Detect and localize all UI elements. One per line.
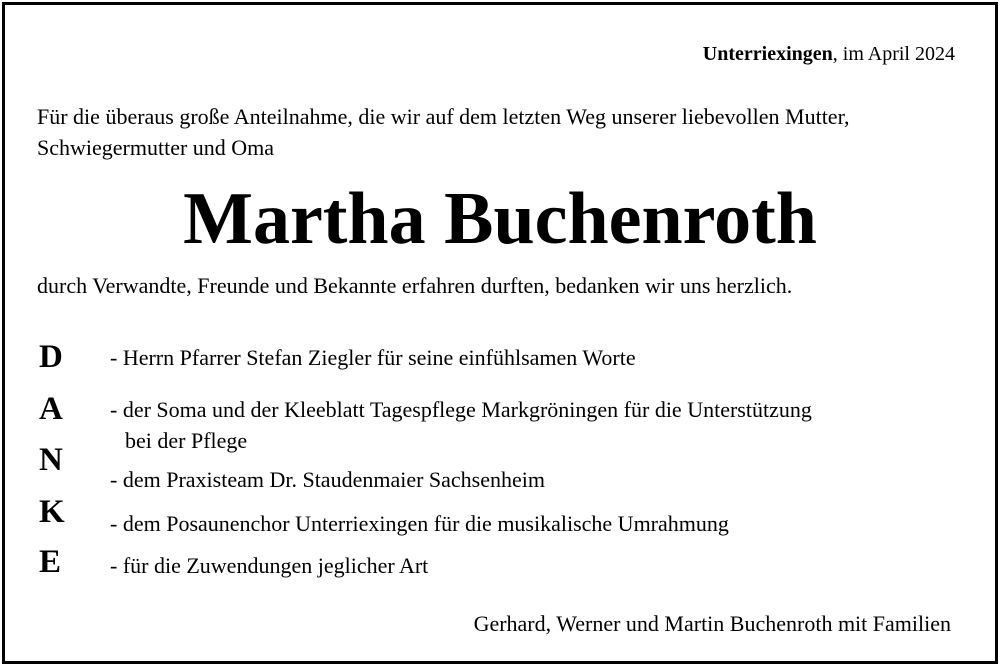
- signature: Gerhard, Werner und Martin Buchenroth mit Familien: [473, 611, 951, 636]
- deceased-name-heading: Martha Buchenroth: [183, 178, 817, 260]
- thanks-item-text: - dem Praxisteam Dr. Staudenmaier Sachsenheim: [110, 467, 545, 492]
- thanks-item: [110, 464, 940, 495]
- danke-letter: E: [39, 544, 62, 580]
- danke-letter: A: [39, 391, 63, 427]
- thanks-item-text: - der Soma und der Kleeblatt Tagespflege Markgröningen für die Unterstützung: [110, 397, 812, 422]
- thanks-item-continuation: bei der Pflege: [125, 428, 248, 453]
- thanks-item: [110, 508, 940, 539]
- thanks-item: [110, 394, 940, 456]
- place-name: Unterriexingen: [702, 43, 833, 65]
- obituary-notice: [2, 2, 998, 664]
- thanks-item: [110, 342, 940, 373]
- danke-letter: D: [39, 339, 63, 375]
- danke-letter: K: [39, 494, 65, 530]
- danke-letter: N: [39, 442, 63, 478]
- date-text: , im April 2024: [832, 43, 955, 65]
- thanks-item-text: - für die Zuwendungen jeglicher Art: [110, 553, 429, 578]
- thanks-item-text: - Herrn Pfarrer Stefan Ziegler für seine einfühlsamen Worte: [110, 345, 636, 370]
- thanks-sentence: durch Verwandte, Freunde und Bekannte erfahren durften, bedanken wir uns herzlich.: [37, 273, 793, 298]
- thanks-item: [110, 550, 940, 581]
- thanks-item-text: - dem Posaunenchor Unterriexingen für die musikalische Umrahmung: [110, 511, 729, 536]
- intro-paragraph: Für die überaus große Anteilnahme, die wir auf dem letzten Weg unserer liebevollen Mutter, Schwiegermutter und Oma: [37, 104, 850, 160]
- place-date-line: [703, 43, 955, 66]
